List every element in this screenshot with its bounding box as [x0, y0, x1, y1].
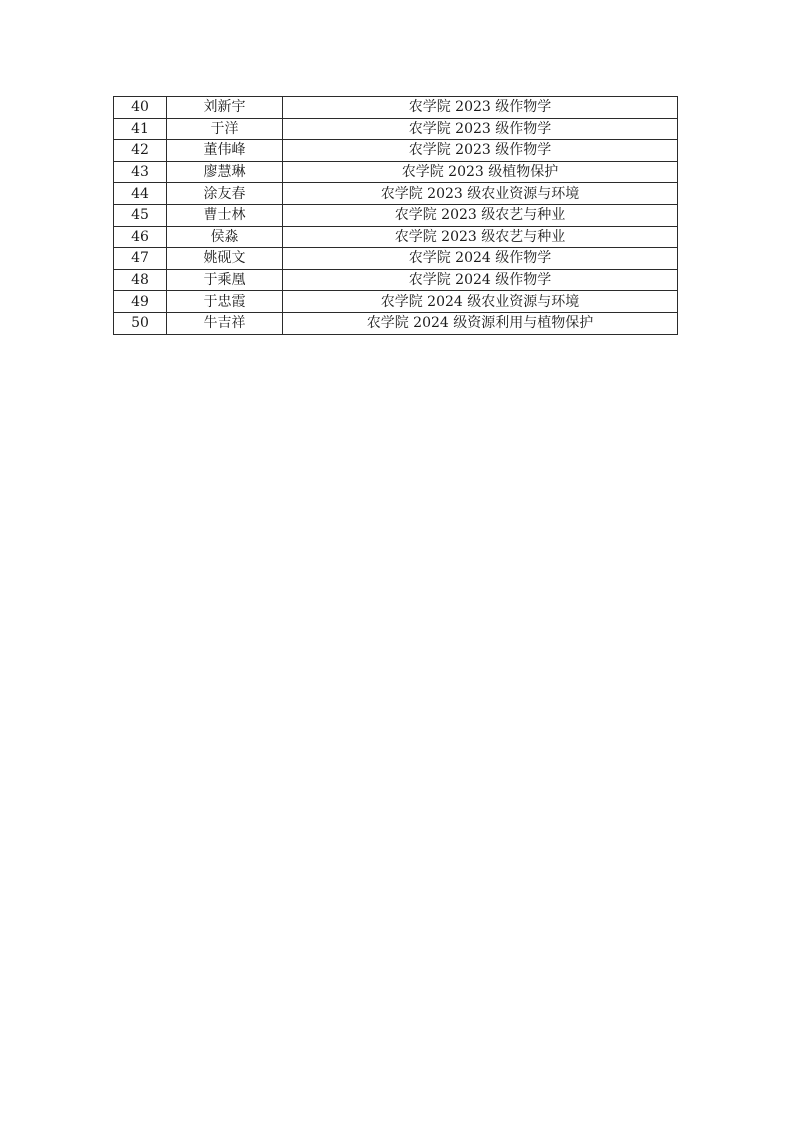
row-number: 46 [114, 226, 167, 248]
row-number: 40 [114, 97, 167, 119]
row-number: 42 [114, 140, 167, 162]
student-major: 农学院 2023 级作物学 [283, 140, 678, 162]
row-number: 49 [114, 291, 167, 313]
student-name: 董伟峰 [167, 140, 283, 162]
student-table-body [114, 97, 678, 335]
table-row [114, 183, 678, 205]
student-major: 农学院 2023 级农艺与种业 [283, 226, 678, 248]
table-row [114, 161, 678, 183]
student-major: 农学院 2024 级资源利用与植物保护 [283, 312, 678, 334]
table-row [114, 118, 678, 140]
table-row [114, 97, 678, 119]
row-number: 47 [114, 248, 167, 270]
student-name: 曹士林 [167, 204, 283, 226]
student-major: 农学院 2023 级农业资源与环境 [283, 183, 678, 205]
student-name: 牛吉祥 [167, 312, 283, 334]
student-name: 姚砚文 [167, 248, 283, 270]
row-number: 45 [114, 204, 167, 226]
table-row [114, 312, 678, 334]
table-row [114, 140, 678, 162]
student-name: 于洋 [167, 118, 283, 140]
student-major: 农学院 2023 级农艺与种业 [283, 204, 678, 226]
table-row [114, 226, 678, 248]
row-number: 44 [114, 183, 167, 205]
student-major: 农学院 2024 级作物学 [283, 269, 678, 291]
row-number: 48 [114, 269, 167, 291]
student-major: 农学院 2023 级作物学 [283, 97, 678, 119]
row-number: 43 [114, 161, 167, 183]
student-name: 刘新宇 [167, 97, 283, 119]
table-row [114, 269, 678, 291]
student-name: 涂友春 [167, 183, 283, 205]
student-major: 农学院 2023 级植物保护 [283, 161, 678, 183]
student-name: 于忠霞 [167, 291, 283, 313]
table-row [114, 291, 678, 313]
student-name: 廖慧琳 [167, 161, 283, 183]
student-name: 侯淼 [167, 226, 283, 248]
student-name: 于乘凰 [167, 269, 283, 291]
student-major: 农学院 2024 级作物学 [283, 248, 678, 270]
row-number: 50 [114, 312, 167, 334]
table-row [114, 204, 678, 226]
student-major: 农学院 2023 级作物学 [283, 118, 678, 140]
table-row [114, 248, 678, 270]
student-major: 农学院 2024 级农业资源与环境 [283, 291, 678, 313]
student-table [113, 96, 678, 335]
row-number: 41 [114, 118, 167, 140]
